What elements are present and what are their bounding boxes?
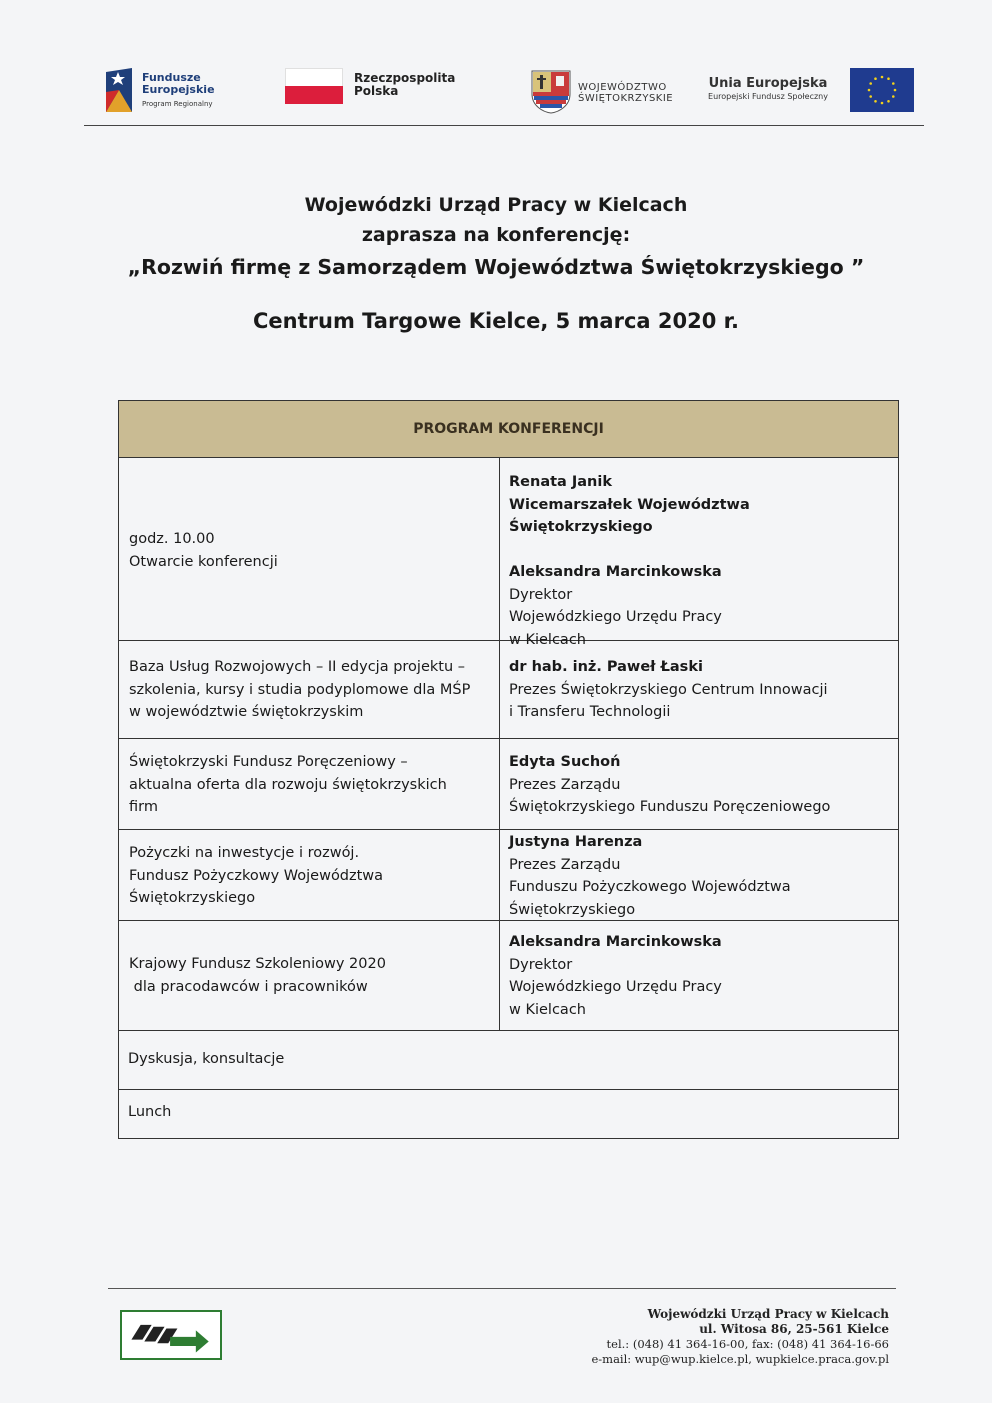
speaker-role: Wojewódzkiego Urzędu Pracy xyxy=(509,979,722,995)
unia-europejska-text xyxy=(700,76,836,103)
speaker-role: Funduszu Pożyczkowego Województwa xyxy=(509,879,791,895)
logo-fe-line1: Fundusze xyxy=(142,71,201,84)
column-divider xyxy=(499,457,500,1030)
speakers-bur xyxy=(509,656,894,724)
agenda-topic: Baza Usług Rozwojowych – II edycja projektu – xyxy=(129,659,465,675)
logo-ue-line1: Unia Europejska xyxy=(708,76,828,91)
agenda-item-pozyczki xyxy=(129,842,494,910)
footer-email: e-mail: wup@wup.kielce.pl, wupkielce.praca.gov.pl xyxy=(591,1352,889,1366)
footer-address xyxy=(591,1307,889,1367)
program-table xyxy=(118,400,899,1139)
agenda-item-kfs xyxy=(129,953,494,998)
row-separator xyxy=(119,1030,898,1031)
polish-flag-icon xyxy=(285,68,343,104)
speaker-role: i Transferu Technologii xyxy=(509,704,671,720)
agenda-item-lunch: Lunch xyxy=(128,1104,172,1120)
speakers-fundusz-poreczeniowy xyxy=(509,751,894,819)
speaker-role: Prezes Zarządu xyxy=(509,776,621,793)
invitation-title xyxy=(0,190,992,336)
agenda-topic: Otwarcie konferencji xyxy=(129,553,278,570)
speaker-name: Edyta Suchoń xyxy=(509,754,621,770)
speakers-pozyczki xyxy=(509,831,894,921)
speaker-name: Aleksandra Marcinkowska xyxy=(509,934,722,950)
speaker-role: w Kielcach xyxy=(509,1001,586,1018)
speaker-role: Prezes Zarządu xyxy=(509,856,621,873)
agenda-topic: szkolenia, kursy i studia podyplomowe dla MŚP xyxy=(129,681,471,698)
speakers-kfs xyxy=(509,931,894,1021)
agenda-topic: w województwie świętokrzyskim xyxy=(129,704,364,720)
speakers-opening xyxy=(509,471,894,651)
speaker-role: Wicemarszałek Województwa Świętokrzyskiego xyxy=(509,496,750,535)
footer-org: Wojewódzki Urząd Pracy w Kielcach xyxy=(647,1307,889,1321)
speaker-name: Justyna Harenza xyxy=(509,834,643,850)
speaker-role: Świętokrzyskiego xyxy=(509,901,636,918)
rzeczpospolita-polska-text xyxy=(354,72,455,98)
wojewodztwo-swietokrzyskie-text xyxy=(578,82,673,104)
agenda-topic: Pożyczki na inwestycje i rozwój. xyxy=(129,845,360,861)
speaker-role: Dyrektor xyxy=(509,956,573,973)
wup-logo-icon xyxy=(120,1310,222,1360)
speaker-role: w Kielcach xyxy=(509,631,586,648)
speaker-name: Renata Janik xyxy=(509,474,612,490)
footer-phone: tel.: (048) 41 364-16-00, fax: (048) 41 364-16-66 xyxy=(606,1337,889,1351)
footer-divider xyxy=(108,1288,896,1289)
logo-ws-line1: WOJEWÓDZTWO xyxy=(578,82,667,93)
agenda-item-fundusz-poreczeniowy xyxy=(129,751,494,819)
title-line-venue-date: Centrum Targowe Kielce, 5 marca 2020 r. xyxy=(253,309,739,333)
program-table-heading: PROGRAM KONFERENCJI xyxy=(119,401,898,458)
logo-fe-line2: Europejskie xyxy=(142,83,215,96)
agenda-topic: dla pracodawców i pracowników xyxy=(129,978,368,995)
agenda-item-bur xyxy=(129,656,494,724)
speaker-name: Aleksandra Marcinkowska xyxy=(509,564,722,580)
agenda-topic: aktualna oferta dla rozwoju świętokrzyskich xyxy=(129,776,447,793)
footer-street: ul. Witosa 86, 25-561 Kielce xyxy=(699,1322,889,1336)
eu-flag-icon xyxy=(850,68,914,112)
header-divider xyxy=(84,125,924,126)
fundusze-europejskie-logo-icon xyxy=(106,68,132,112)
row-separator xyxy=(119,738,898,739)
agenda-topic: Świętokrzyskiego xyxy=(129,890,256,906)
agenda-topic: Krajowy Fundusz Szkoleniowy 2020 xyxy=(129,956,386,972)
title-line-invitation: zaprasza na konferencję: xyxy=(361,224,631,246)
title-line-conference-name: „Rozwiń firmę z Samorządem Województwa Świętokrzyskiego ” xyxy=(127,255,865,279)
row-separator xyxy=(119,829,898,830)
speaker-role: Dyrektor xyxy=(509,586,573,603)
speaker-role: Prezes Świętokrzyskiego Centrum Innowacji xyxy=(509,681,828,698)
agenda-time: godz. 10.00 xyxy=(129,531,215,547)
speaker-role: Wojewódzkiego Urzędu Pracy xyxy=(509,609,722,625)
fundusze-europejskie-text xyxy=(142,72,215,110)
speaker-role: Świętokrzyskiego Funduszu Poręczeniowego xyxy=(509,799,831,815)
speaker-name: dr hab. inż. Paweł Łaski xyxy=(509,659,703,675)
logo-ws-line2: ŚWIĘTOKRZYSKIE xyxy=(578,93,674,104)
agenda-item-opening xyxy=(129,528,489,573)
agenda-topic: Świętokrzyski Fundusz Poręczeniowy – xyxy=(129,754,408,770)
title-line-organizer: Wojewódzki Urząd Pracy w Kielcach xyxy=(304,194,688,216)
row-separator xyxy=(119,1089,898,1090)
agenda-item-discussion: Dyskusja, konsultacje xyxy=(128,1051,285,1067)
agenda-topic: firm xyxy=(129,799,158,815)
logo-rp-line2: Polska xyxy=(354,84,399,98)
logo-fe-line3: Program Regionalny xyxy=(142,100,213,108)
swietokrzyskie-crest-icon xyxy=(531,70,571,114)
logo-ue-line2: Europejski Fundusz Społeczny xyxy=(708,92,828,101)
agenda-topic: Fundusz Pożyczkowy Województwa xyxy=(129,867,384,884)
logo-rp-line1: Rzeczpospolita xyxy=(354,71,456,85)
